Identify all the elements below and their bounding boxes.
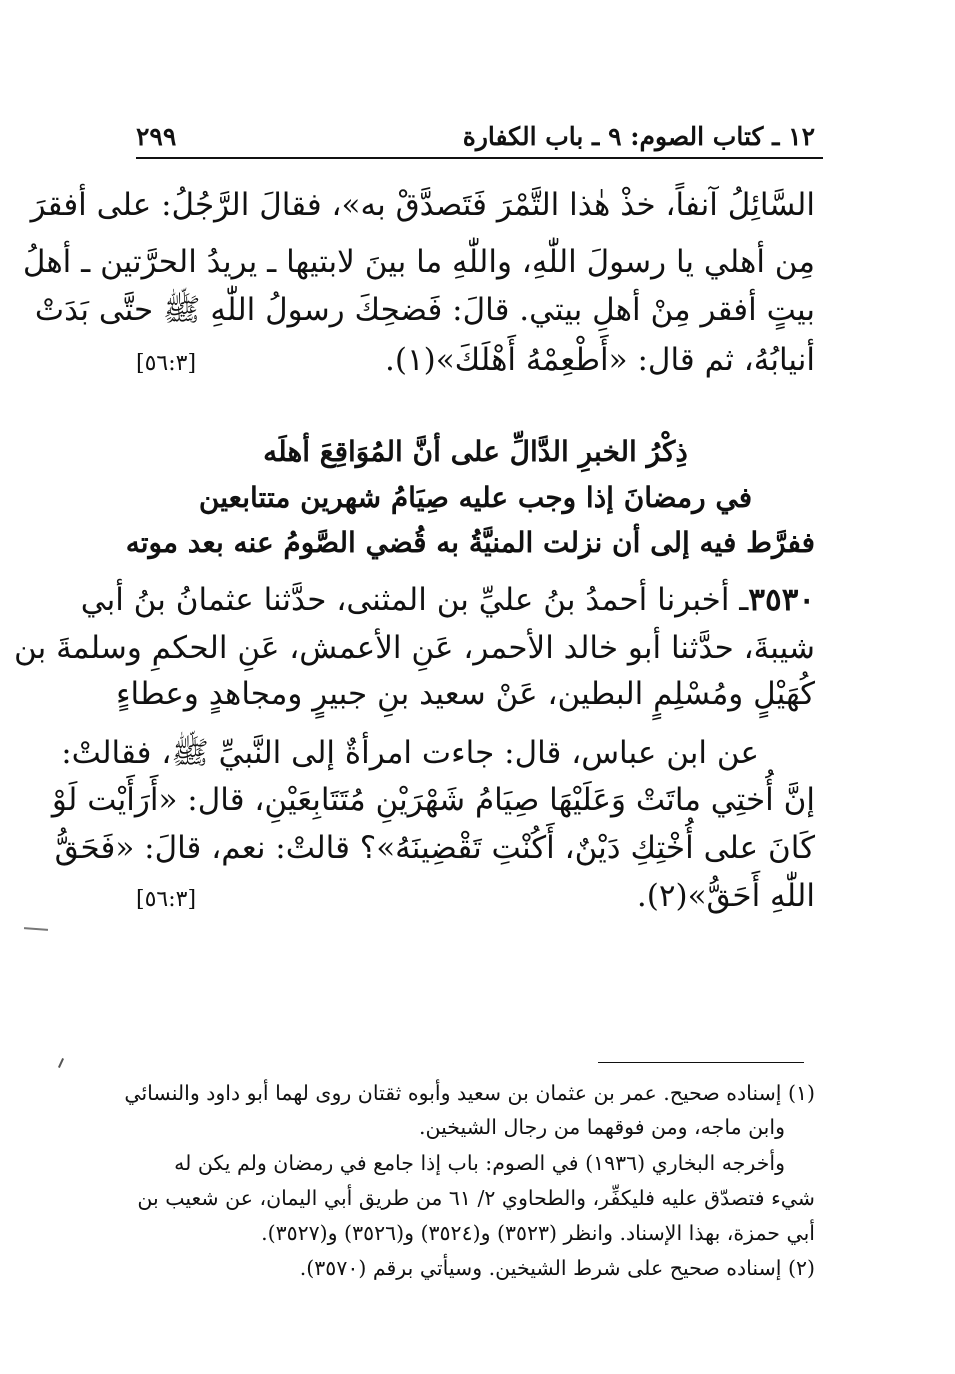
hadith-3530-isnad-line-3: كُهَيْلٍ ومُسْلِمٍ البطين، عَنْ سعيد بنِ جبيرٍ ومجاهدٍ وعطاءٍ: [115, 676, 815, 712]
scan-speck: [24, 927, 48, 931]
footnote-line: أبي حمزة، بهذا الإسناد. وانظر (٣٥٢٣) و(٣٥٢٤) و(٣٥٢٦) و(٣٥٢٧).: [261, 1221, 815, 1245]
hadith-number: ٣٥٣٠: [748, 582, 815, 618]
footnote-rule: [598, 1062, 804, 1063]
footnote-line: وابن ماجه، ومن فوقهما من رجال الشيخين.: [419, 1115, 785, 1139]
prev-hadith-line-2: مِن أهلي يا رسولَ اللّٰهِ، واللّٰهِ ما بينَ لابتيها ـ يريدُ الحرَّتين ـ أهلُ: [22, 244, 815, 280]
hadith-3530-matn-line-3: كَانَ على أُخْتِكِ دَيْنٌ، أَكُنْتِ تَقْضِينَهُ»؟ قالتْ: نعم، قالَ: «فَحَقُّ: [54, 830, 815, 866]
footnote-line: (١) إسناده صحيح. عمر بن عثمان بن سعيد وأبوه ثقتان روى لهما أبو داود والنسائي: [124, 1081, 815, 1105]
prev-hadith-line-1: السَّائِلُ آنفاً، خذْ هٰذا التَّمْرَ فَتَصدَّقْ به»، فقالَ الرَّجُلُ: على أفقرَ: [30, 187, 815, 223]
prev-hadith-line-3: بيتٍ أفقر مِنْ أهلِ بيتي. قالَ: فَضحِكَ رسولُ اللّٰهِ ﷺ حتَّى بَدَتْ: [34, 292, 815, 328]
footnote-line: وأخرجه البخاري (١٩٣٦) في الصوم: باب إذا جامع في رمضان ولم يكن له: [174, 1151, 785, 1175]
chapter-heading-line-3: ففرَّط فيه إلى أن نزلت المنيَّةُ به قُضي الصَّومُ عنه بعد موته: [125, 526, 815, 559]
hadith-3530-matn-line-1: عن ابن عباس، قال: جاءت امرأةٌ إلى النَّبيِّ ﷺ، فقالتْ:: [61, 735, 759, 771]
chapter-heading-line-2: في رمضانَ إذا وجب عليه صِيَامُ شهرين متتابعين: [198, 481, 753, 514]
prev-hadith-line-4-text: أنيابُهُ، ثم قال: «أَطْعِمْهُ أَهْلَكَ»(١).: [385, 342, 815, 378]
hadith-3530-isnad-line-2: شيبةَ، حدَّثنا أبو خالد الأحمر، عَنِ الأعمش، عَنِ الحكمِ وسلمةَ بن: [13, 630, 815, 666]
scan-speck: [58, 1058, 64, 1068]
hadith-3530-isnad-line-1: [80, 580, 815, 620]
hadith-3530-matn-line-4: [136, 876, 815, 916]
citation-ref: [٥٦:٣]: [136, 351, 197, 376]
footnote-line: (٢) إسناده صحيح على شرط الشيخين. وسيأتي برقم (٣٥٧٠).: [299, 1256, 815, 1280]
running-title: ١٢ ـ كتاب الصوم: ٩ ـ باب الكفارة: [462, 122, 815, 151]
chapter-heading-line-1: ذِكْرُ الخبرِ الدَّالِّ على أنَّ المُوَاقِعَ أهلَه: [263, 435, 688, 468]
header-rule: [136, 157, 823, 159]
page-number: ٢٩٩: [136, 122, 177, 151]
citation-ref: [٥٦:٣]: [136, 887, 197, 912]
hadith-3530-matn-line-4-text: اللّٰهِ أَحَقُّ»(٢).: [636, 878, 815, 914]
isnad-text-1: ـ أخبرنا أحمدُ بنُ عليِّ بن المثنى، حدَّثنا عثمانُ بنُ أبي: [80, 582, 749, 618]
prev-hadith-line-4: [136, 340, 815, 380]
footnote-line: شيء فتصدّق عليه فليكفِّر، والطحاوي ٢/ ٦١ من طريق أبي اليمان، عن شعيب بن: [137, 1186, 815, 1210]
hadith-3530-matn-line-2: إنَّ أُختِي ماتَتْ وَعَلَيْهَا صِيَامُ شَهْرَيْنِ مُتَتَابِعَيْنِ، قال: «أَرَأَيْت لَوْ: [51, 782, 815, 818]
page-header: [136, 118, 815, 158]
